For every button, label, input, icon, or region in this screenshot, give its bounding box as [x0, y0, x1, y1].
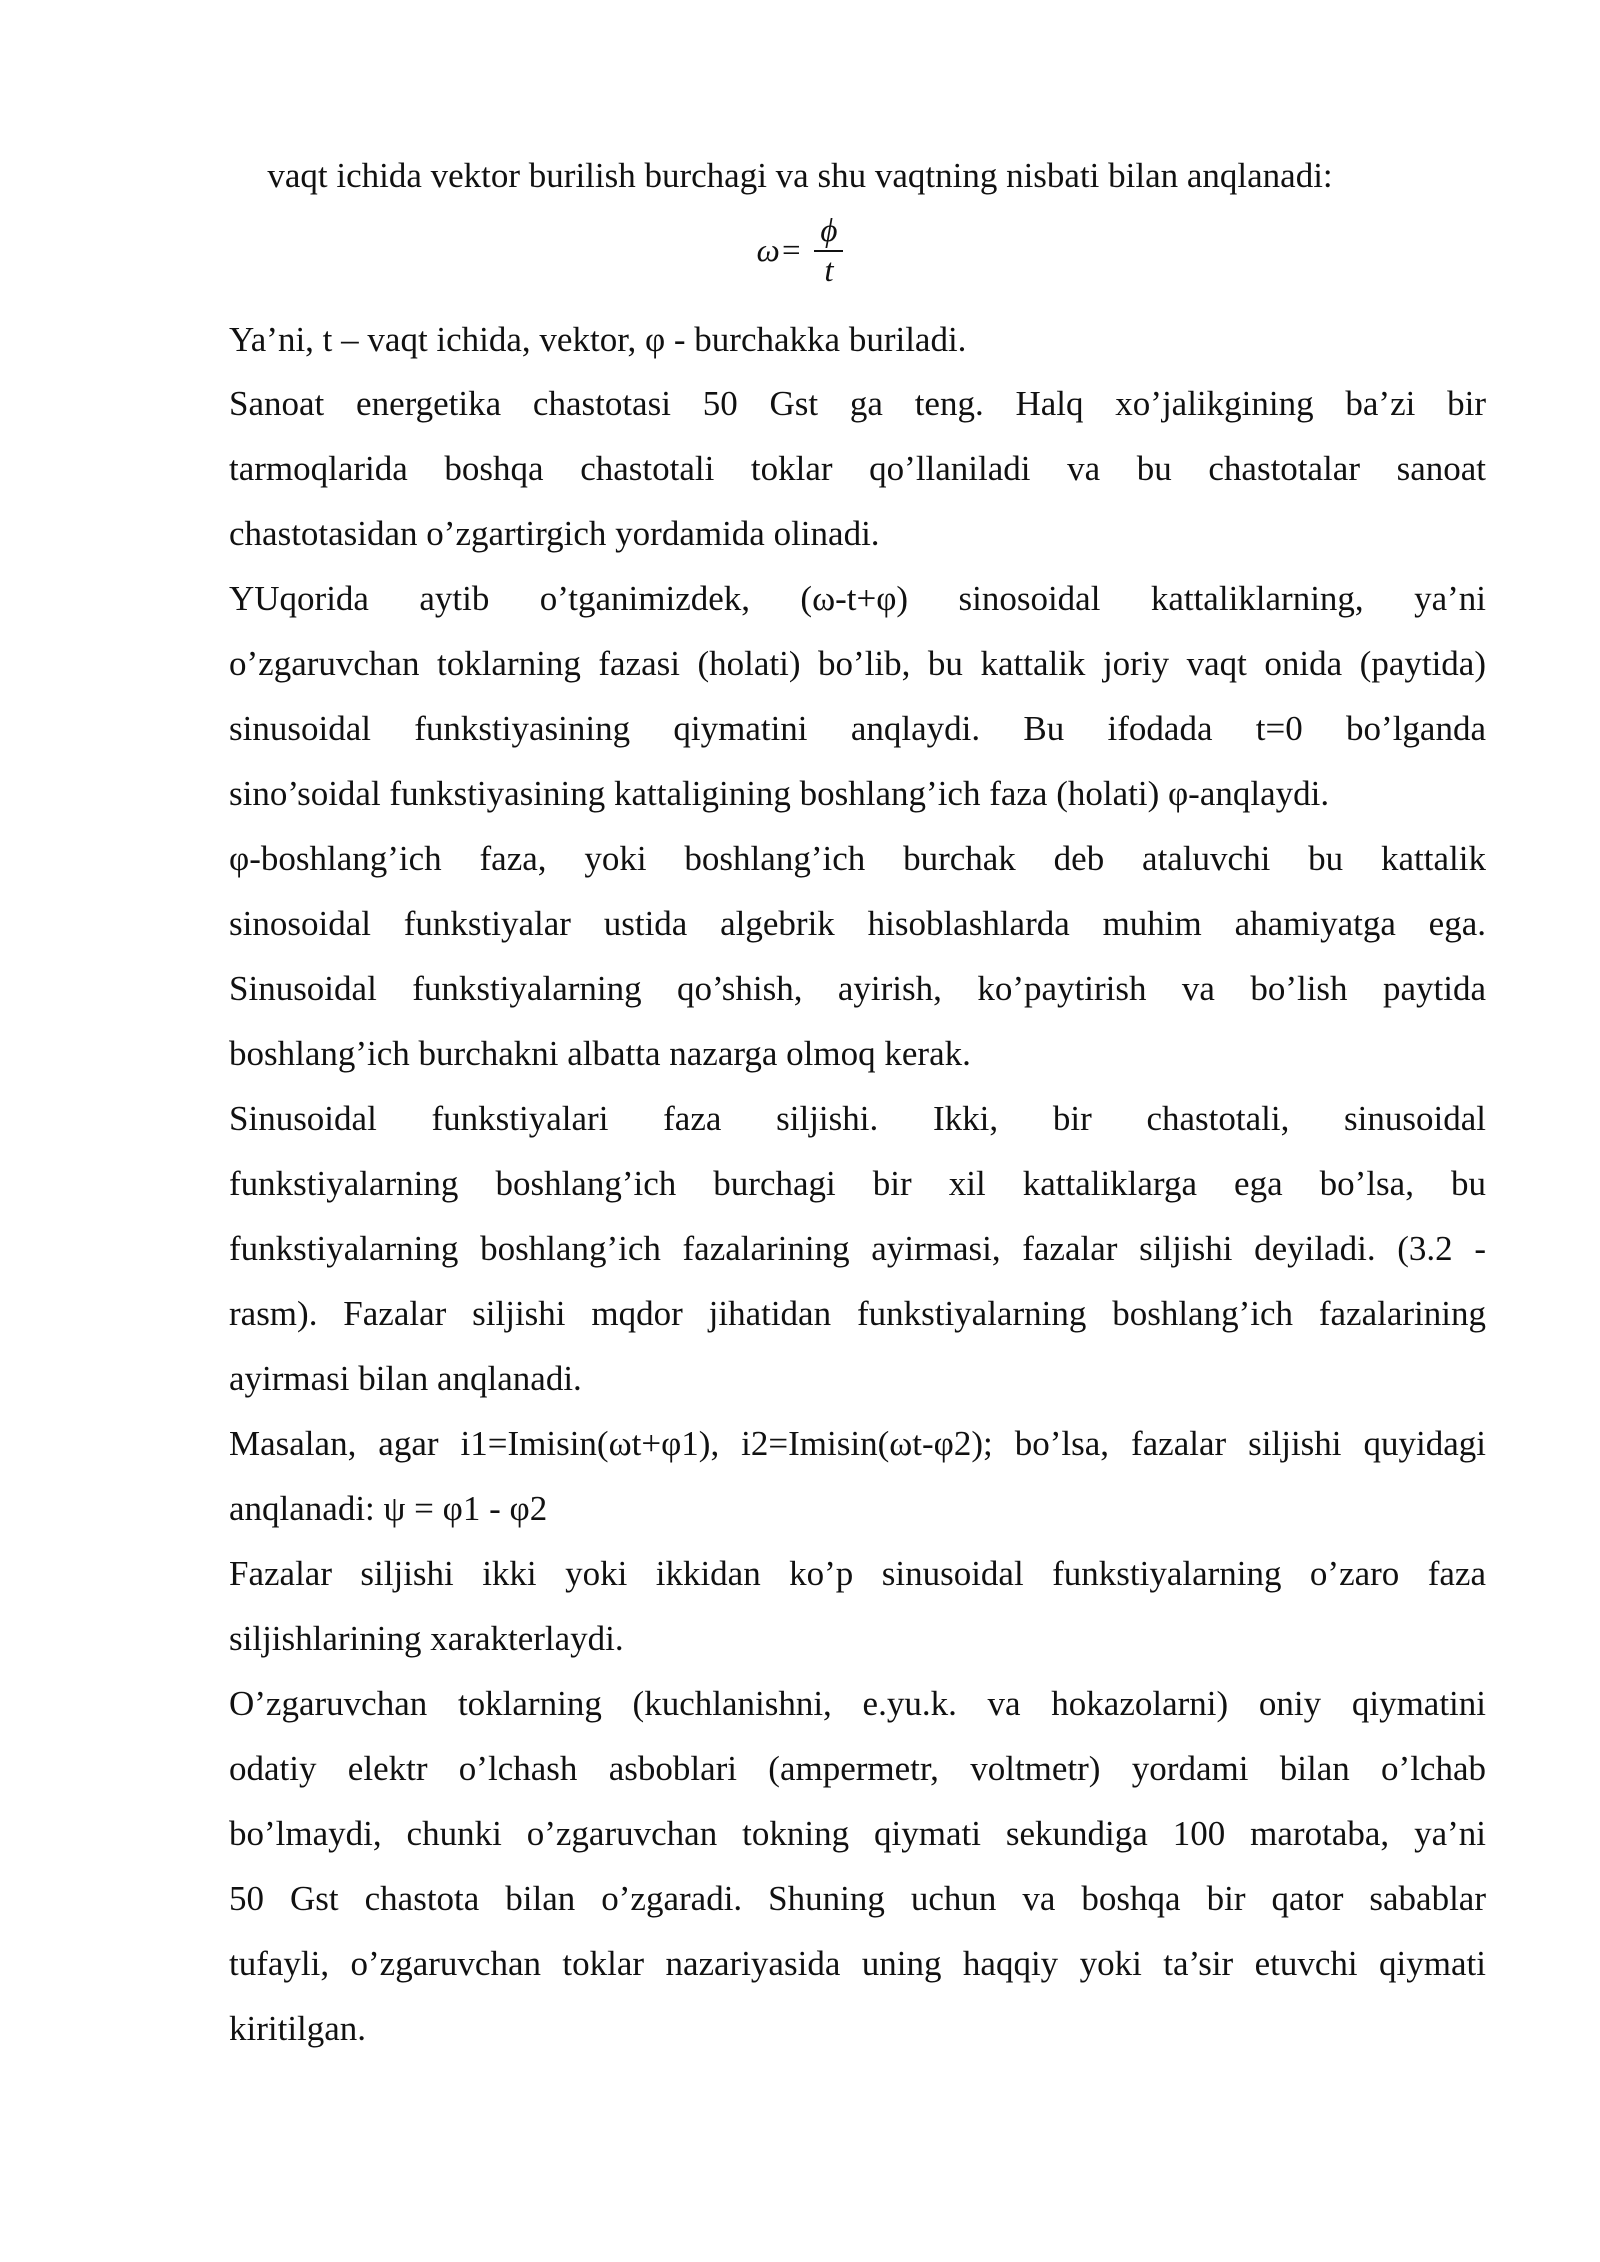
text-line: ayirmasi bilan anqlanadi. — [229, 1359, 582, 1398]
text-line: odatiy elektr o’lchash asboblari (ampermetr, voltmetr) yordami bilan o’lchab — [229, 1749, 1486, 1788]
text-line: Ya’ni, t – vaqt ichida, vektor, φ - burchakka buriladi. — [229, 320, 967, 359]
text-line: sinusoidal funkstiyasining qiymatini anqlaydi. Bu ifodada t=0 bo’lganda — [229, 709, 1486, 748]
text-line: φ-boshlang’ich faza, yoki boshlang’ich burchak deb ataluvchi bu kattalik — [229, 839, 1486, 878]
text-line: Sinusoidal funkstiyalarning qo’shish, ayirish, ko’paytirish va bo’lish paytida — [229, 969, 1486, 1008]
formula-numerator: ϕ — [814, 212, 843, 252]
text-line: kiritilgan. — [229, 2009, 367, 2048]
formula-denominator: t — [824, 253, 834, 289]
text-line: tufayli, o’zgaruvchan toklar nazariyasida uning haqqiy yoki ta’sir etuvchi qiymati — [229, 1944, 1486, 1983]
text-line: funkstiyalarning boshlang’ich burchagi bir xil kattaliklarga ega bo’lsa, bu — [229, 1164, 1486, 1203]
text-line: 50 Gst chastota bilan o’zgaradi. Shuning uchun va boshqa bir qator sabablar — [229, 1879, 1486, 1918]
angular-velocity-formula — [0, 212, 1600, 292]
text-line: chastotasidan o’zgartirgich yordamida olinadi. — [229, 514, 880, 553]
text-line: Masalan, agar i1=Imisin(ωt+φ1), i2=Imisin(ωt-φ2); bo’lsa, fazalar siljishi quyidagi — [229, 1424, 1486, 1463]
text-line: o’zgaruvchan toklarning fazasi (holati) bo’lib, bu kattalik joriy vaqt onida (paytida) — [229, 644, 1486, 683]
formula-lhs: ω= — [756, 232, 803, 269]
text-line: Sanoat energetika chastotasi 50 Gst ga teng. Halq xo’jalikgining ba’zi bir — [229, 384, 1486, 423]
formula-fraction — [814, 212, 843, 290]
text-line: tarmoqlarida boshqa chastotali toklar qo’llaniladi va bu chastotalar sanoat — [229, 449, 1486, 488]
text-line: O’zgaruvchan toklarning (kuchlanishni, e.yu.k. va hokazolarni) oniy qiymatini — [229, 1684, 1486, 1723]
text-line: sinosoidal funkstiyalar ustida algebrik hisoblashlarda muhim ahamiyatga ega. — [229, 904, 1486, 943]
text-line: sino’soidal funkstiyasining kattaligining boshlang’ich faza (holati) φ-anqlaydi. — [229, 774, 1330, 813]
text-line: Sinusoidal funkstiyalari faza siljishi. Ikki, bir chastotali, sinusoidal — [229, 1099, 1486, 1138]
text-line: YUqorida aytib o’tganimizdek, (ω-t+φ) sinosoidal kattaliklarning, ya’ni — [229, 579, 1486, 618]
text-line: rasm). Fazalar siljishi mqdor jihatidan funkstiyalarning boshlang’ich fazalarining — [229, 1294, 1486, 1333]
text-line: bo’lmaydi, chunki o’zgaruvchan tokning qiymati sekundiga 100 marotaba, ya’ni — [229, 1814, 1486, 1853]
text-line: funkstiyalarning boshlang’ich fazalarining ayirmasi, fazalar siljishi deyiladi. (3.2 - — [229, 1229, 1486, 1268]
text-line: Fazalar siljishi ikki yoki ikkidan ko’p sinusoidal funkstiyalarning o’zaro faza — [229, 1554, 1486, 1593]
text-line: boshlang’ich burchakni albatta nazarga olmoq kerak. — [229, 1034, 971, 1073]
text-line: siljishlarining xarakterlaydi. — [229, 1619, 624, 1658]
text-line: anqlanadi: ψ = φ1 - φ2 — [229, 1489, 548, 1528]
intro-line: vaqt ichida vektor burilish burchagi va shu vaqtning nisbati bilan anqlanadi: — [267, 156, 1333, 195]
